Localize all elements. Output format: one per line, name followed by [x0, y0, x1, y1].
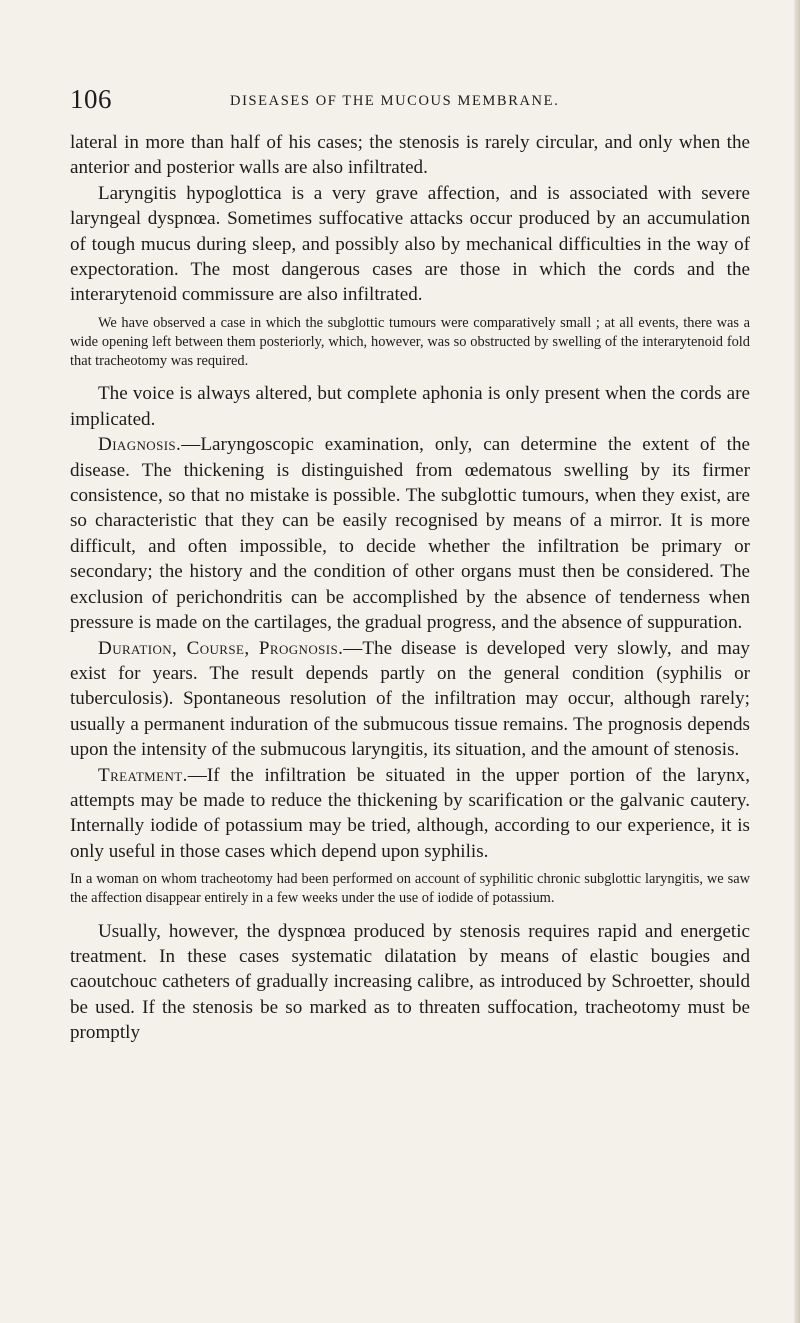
page-number: 106	[70, 84, 112, 114]
heading-duration-course-prognosis: Duration, Course, Prognosis.	[98, 637, 344, 659]
body-text	[70, 130, 750, 1046]
paragraph-continued: lateral in more than half of his cases; the stenosis is rarely circular, and only when the anterior and posterior walls are also infiltrated.	[70, 132, 750, 179]
heading-treatment: Treatment.	[98, 764, 188, 786]
paragraph-treatment	[70, 763, 750, 865]
page-header	[70, 82, 750, 122]
paragraph-laryngitis-hypoglottica: Laryngitis hypoglottica is a very grave affection, and is associated with severe laryngeal dyspnœa. Sometimes suffocative attacks occur produced by an accumulation of tough mucus during sleep, and possibly also by mechanical difficulties in the way of expectoration. The most dangerous cases are those in which the cords and the interarytenoid commissure are also infiltrated.	[70, 182, 750, 306]
duration-text: —The disease is developed very slowly, and may exist for years. The result depends partly on the general condition (syphilis or tuberculosis). Spontaneous resolution of the infiltration may occur, although rarely; usually a permanent induration of the submucous tissue remains. The prognosis depends upon the intensity of the submucous laryngitis, its situation, and the amount of stenosis.	[70, 637, 750, 761]
heading-diagnosis: Diagnosis.	[98, 434, 182, 456]
running-head: DISEASES OF THE MUCOUS MEMBRANE.	[230, 93, 560, 109]
footnote-observed-case: We have observed a case in which the subglottic tumours were comparatively small ; at all events, there was a wide opening left between them posteriorly, which, however, was so obstructed by swelling of the interarytenoid fold that tracheotomy was required.	[70, 314, 750, 370]
paragraph-diagnosis	[70, 432, 750, 635]
page-edge-shadow	[794, 0, 800, 1323]
diagnosis-text: —Laryngoscopic examination, only, can determine the extent of the disease. The thickening is distinguished from œdematous swelling by its firmer consistence, so that no mistake is possible. The subglottic tumours, when they exist, are so characteristic that they can be easily recognised by means of a mirror. It is more difficult, and often impossible, to decide whether the infiltration be primary or secondary; the history and the condition of other organs must then be considered. The exclusion of perichondritis can be accomplished by the absence of tenderness when pressure is made on the cartilages, the gradual progress, and the absence of suppuration.	[70, 434, 750, 634]
paragraph-dyspnoea-treatment: Usually, however, the dyspnœa produced by stenosis requires rapid and energetic treatment. In these cases systematic dilatation by means of elastic bougies and caoutchouc catheters of gradually increasing calibre, as introduced by Schroetter, should be used. If the stenosis be so marked as to threaten suffocation, tracheotomy must be promptly	[70, 920, 750, 1044]
paragraph-voice: The voice is always altered, but complete aphonia is only present when the cords are implicated.	[70, 383, 750, 430]
treatment-text: —If the infiltration be situated in the upper portion of the larynx, attempts may be made to reduce the thickening by scarification or the galvanic cautery. Internally iodide of potassium may be tried, although, according to our experience, it is only useful in those cases which depend upon syphilis.	[70, 764, 750, 862]
footnote-woman-case: In a woman on whom tracheotomy had been performed on account of syphilitic chronic subglottic laryngitis, we saw the affection disappear entirely in a few weeks under the use of iodide of potassium.	[70, 871, 750, 907]
paragraph-duration	[70, 636, 750, 763]
